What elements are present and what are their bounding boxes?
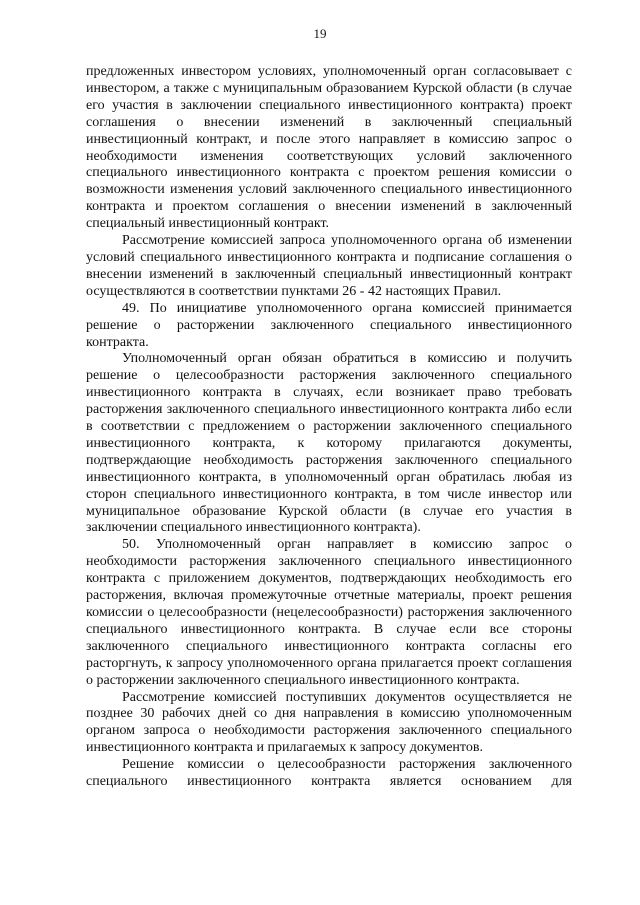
paragraph-50: 50. Уполномоченный орган направляет в комиссию запрос о необходимости расторжения заключенного специального инвестиционного контракта с приложением документов, подтверждающих необходимость его расторжения, включая промежуточные отчетные материалы, проект решения комиссии о целесообразности (нецелесообразности) расторжения заключенного специального инвестиционного контракта. В случае если все стороны заключенного специального инвестиционного контракта согласны его расторгнуть, к запросу уполномоченного органа прилагается проект соглашения о расторжении заключенного специального инвестиционного контракта. — [86, 537, 572, 688]
paragraph-review-amendment: Рассмотрение комиссией запроса уполномоченного органа об изменении условий специального инвестиционного контракта и подписание соглашения о внесении изменений в заключенный специальный инвестиционный контракт осуществляются в соответствии пунктами 26 - 42 настоящих Правил. — [86, 233, 572, 299]
paragraph-obligation: Уполномоченный орган обязан обратиться в комиссию и получить решение о целесообразности расторжения заключенного специального инвестиционного контракта в случаях, если возникает право требовать расторжения заключенного специального инвестиционного контракта либо если в соответствии с предложением о расторжении заключенного специального инвестиционного контракта, к которому прилагаются документы, подтверждающие необходимость расторжения заключенного специального инвестиционного контракта, в уполномоченный орган обратилась любая из сторон специального инвестиционного контракта, в том числе инвестор или муниципальное образование Курской области (в случае его участия в заключении специального инвестиционного контракта). — [86, 351, 572, 536]
document-body — [86, 64, 572, 791]
page-number: 19 — [313, 26, 327, 41]
paragraph-review-period: Рассмотрение комиссией поступивших документов осуществляется не позднее 30 рабочих дней со дня направления в комиссию уполномоченным органом запроса о необходимости расторжения заключенного специального инвестиционного контракта и прилагаемых к запросу документов. — [86, 689, 572, 756]
paragraph-49: 49. По инициативе уполномоченного органа комиссией принимается решение о расторжении заключенного специального инвестиционного контракта. — [86, 300, 572, 350]
paragraph-decision: Решение комиссии о целесообразности расторжения заключенного специального инвестиционного контракта является основанием для — [86, 757, 572, 790]
paragraph-continuation: предложенных инвестором условиях, уполномоченный орган согласовывает с инвестором, а также с муниципальным образованием Курской области (в случае его участия в заключении специального инвестиционного контракта) проект соглашения о внесении изменений в заключенный специальный инвестиционный контракт, и после этого направляет в комиссию запрос о необходимости изменения соответствующих условий заключенного специального инвестиционного контракта с проектом решения комиссии о возможности изменения условий заключенного специального инвестиционного контракта и проектом соглашения о внесении изменений в заключенный специальный инвестиционный контракт. — [86, 64, 572, 232]
